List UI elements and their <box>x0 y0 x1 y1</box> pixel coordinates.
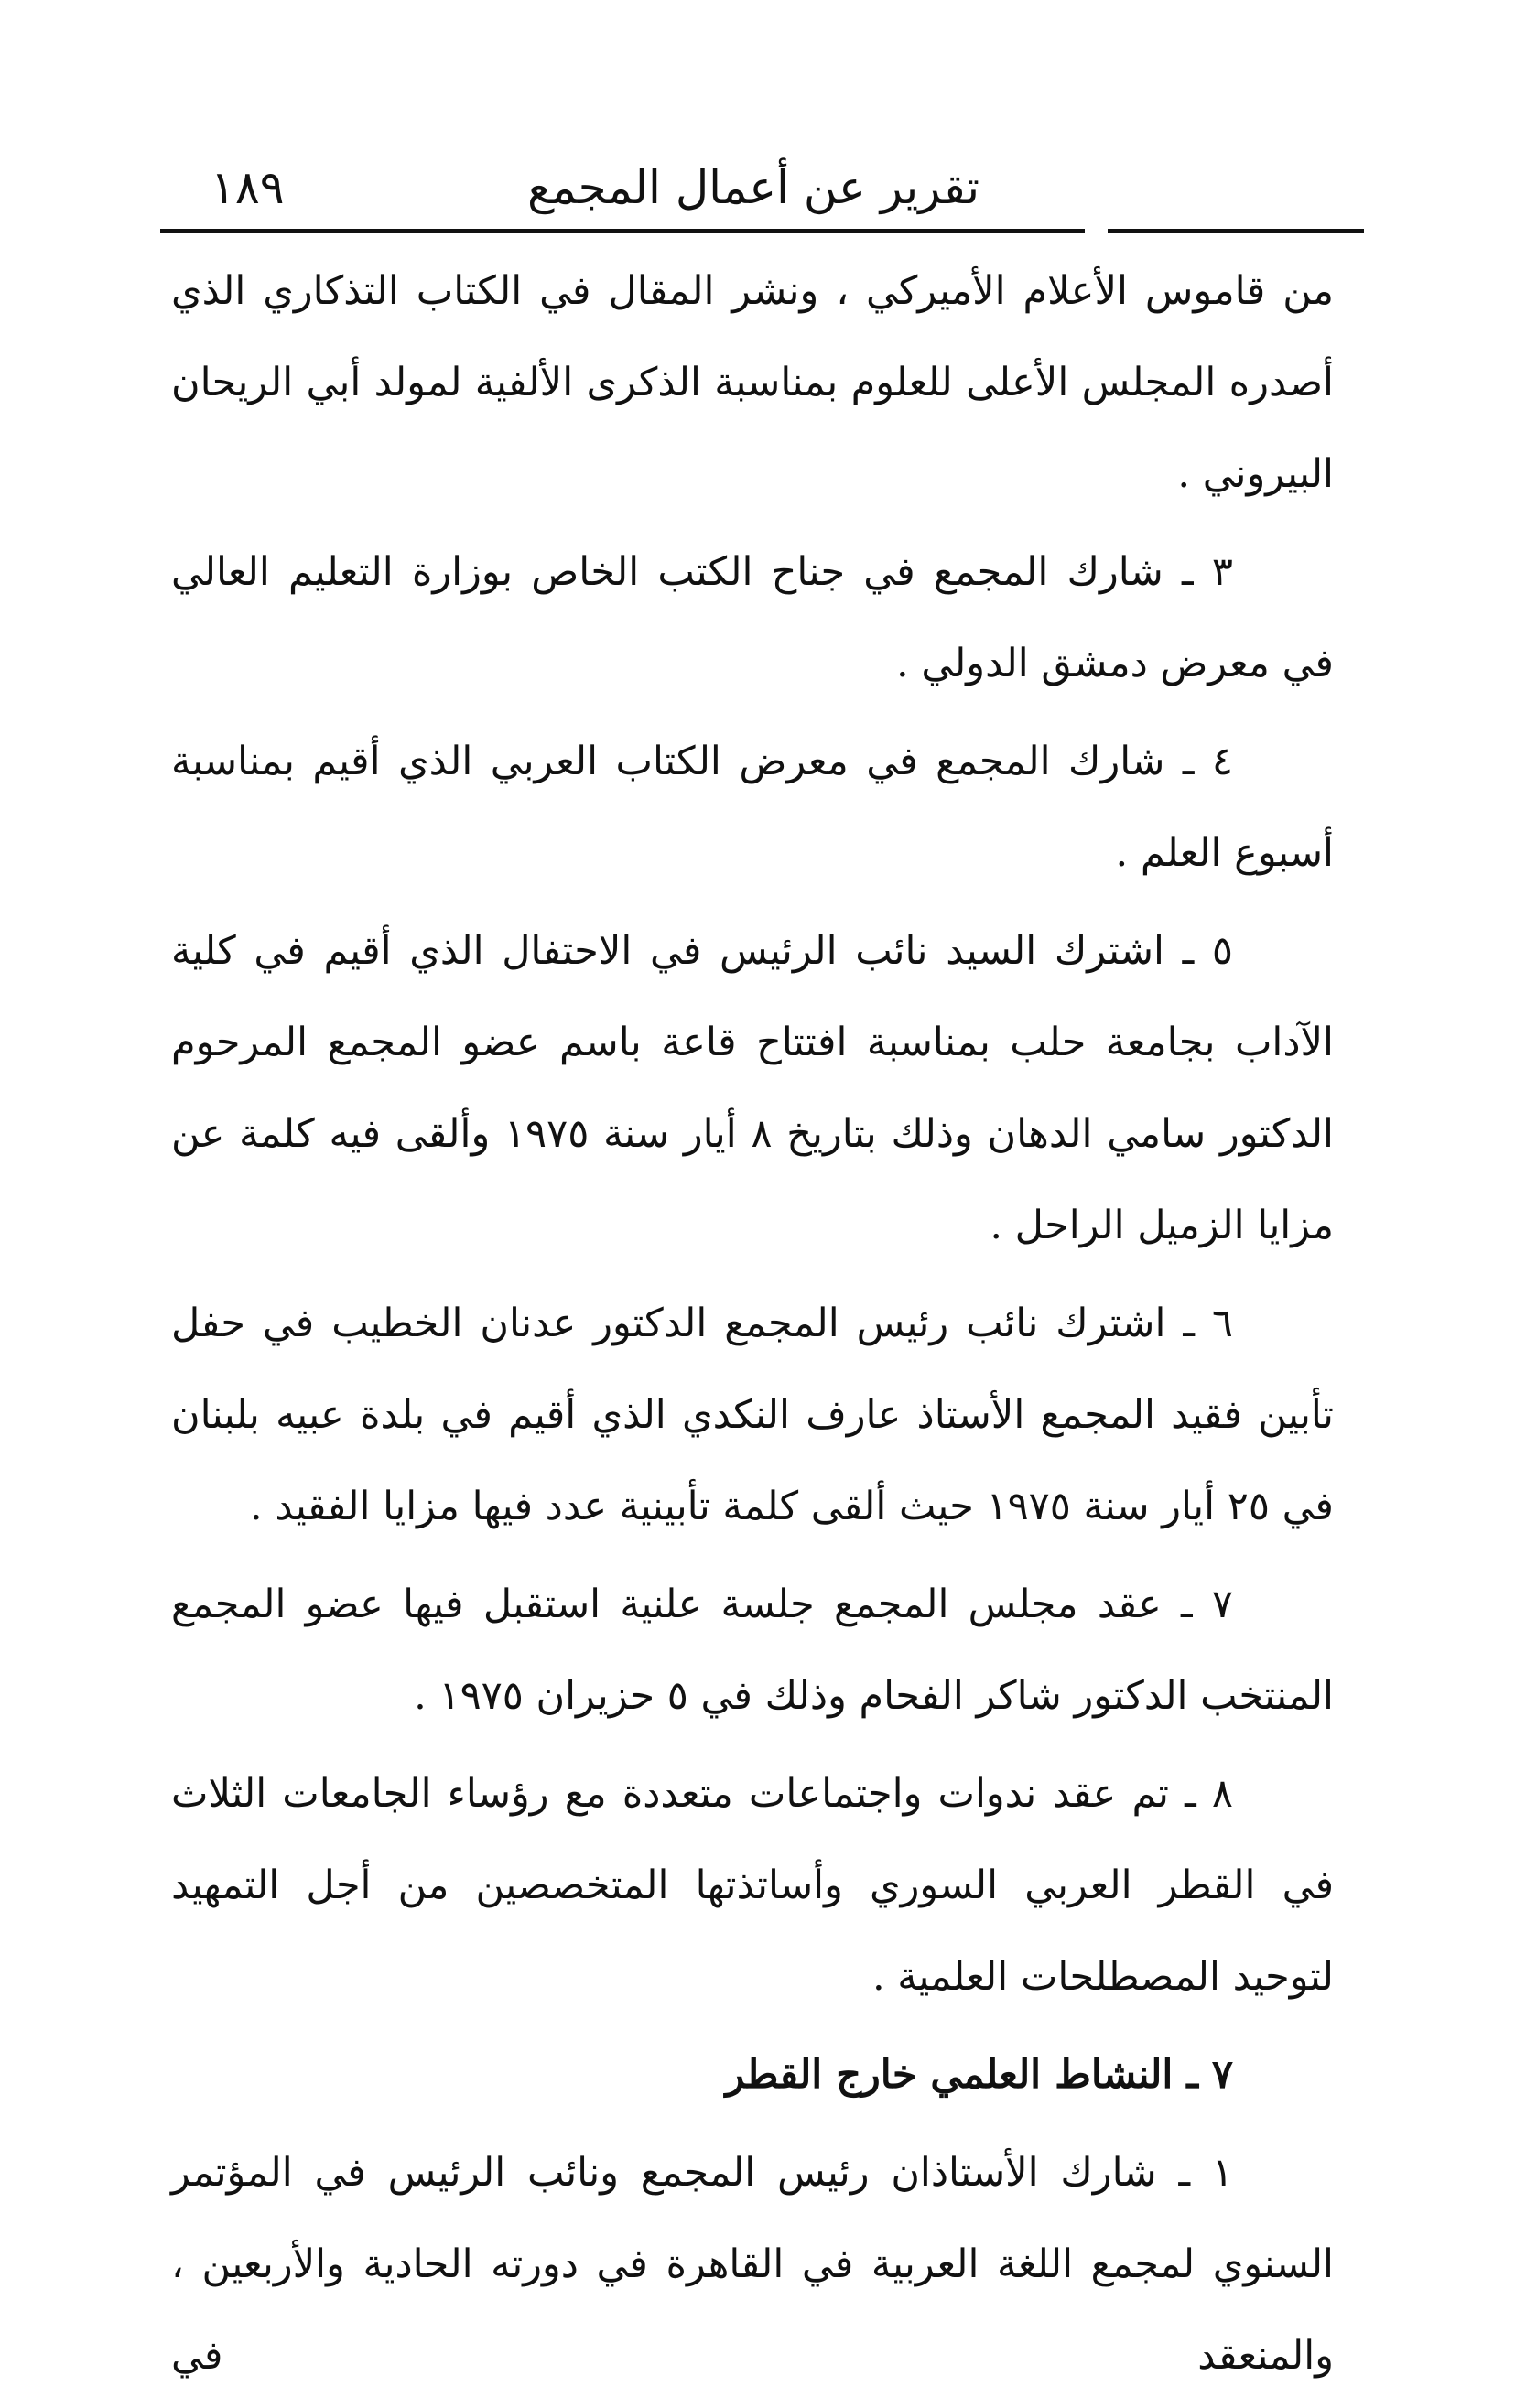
paragraph-item-6: ٦ ـ اشترك نائب رئيس المجمع الدكتور عدنان الخطيب في حفل تأبين فقيد المجمع الأستاذ عارف النكدي الذي أقيم في بلدة عبيه بلبنان في ٢٥ أيار سنة ١٩٧٥ حيث ألقى كلمة تأبينية عدد فيها مزايا الفقيد . <box>171 1301 1334 1529</box>
paragraph-item-5: ٥ ـ اشترك السيد نائب الرئيس في الاحتفال الذي أقيم في كلية الآداب بجامعة حلب بمناسبة افتتاح قاعة باسم عضو المجمع المرحوم الدكتور سامي الدهان وذلك بتاريخ ٨ أيار سنة ١٩٧٥ وألقى فيه كلمة عن مزايا الزميل الراحل . <box>171 928 1334 1248</box>
page-number: ١٨٩ <box>211 161 285 214</box>
section-heading: ٧ ـ النشاط العلمي خارج القطر <box>725 2052 1233 2098</box>
page-body <box>171 245 1334 2408</box>
paragraph-section-item-1: ١ ـ شارك الأستاذان رئيس المجمع ونائب الرئيس في المؤتمر السنوي لمجمع اللغة العربية في القاهرة في دورته الحادية والأربعين ، والمنعقد في <box>171 2150 1334 2379</box>
paragraph-continuation: من قاموس الأعلام الأميركي ، ونشر المقال في الكتاب التذكاري الذي أصدره المجلس الأعلى للعلوم بمناسبة الذكرى الألفية لمولد أبي الريحان البيروني . <box>171 268 1334 497</box>
header-rule-right <box>1108 229 1364 233</box>
paragraph-item-3: ٣ ـ شارك المجمع في جناح الكتب الخاص بوزارة التعليم العالي في معرض دمشق الدولي . <box>171 549 1334 686</box>
header-rule-left <box>160 229 1085 233</box>
page-header <box>160 137 1364 238</box>
paragraph-item-4: ٤ ـ شارك المجمع في معرض الكتاب العربي الذي أقيم بمناسبة أسبوع العلم . <box>171 739 1334 876</box>
paragraph-item-8: ٨ ـ تم عقد ندوات واجتماعات متعددة مع رؤساء الجامعات الثلاث في القطر العربي السوري وأساتذتها المتخصصين من أجل التمهيد لتوحيد المصطلحات العلمية . <box>171 1771 1334 2000</box>
running-title: تقرير عن أعمال المجمع <box>527 161 979 214</box>
paragraph-item-7: ٧ ـ عقد مجلس المجمع جلسة علنية استقبل فيها عضو المجمع المنتخب الدكتور شاكر الفحام وذلك في ٥ حزيران ١٩٧٥ . <box>171 1582 1334 1719</box>
